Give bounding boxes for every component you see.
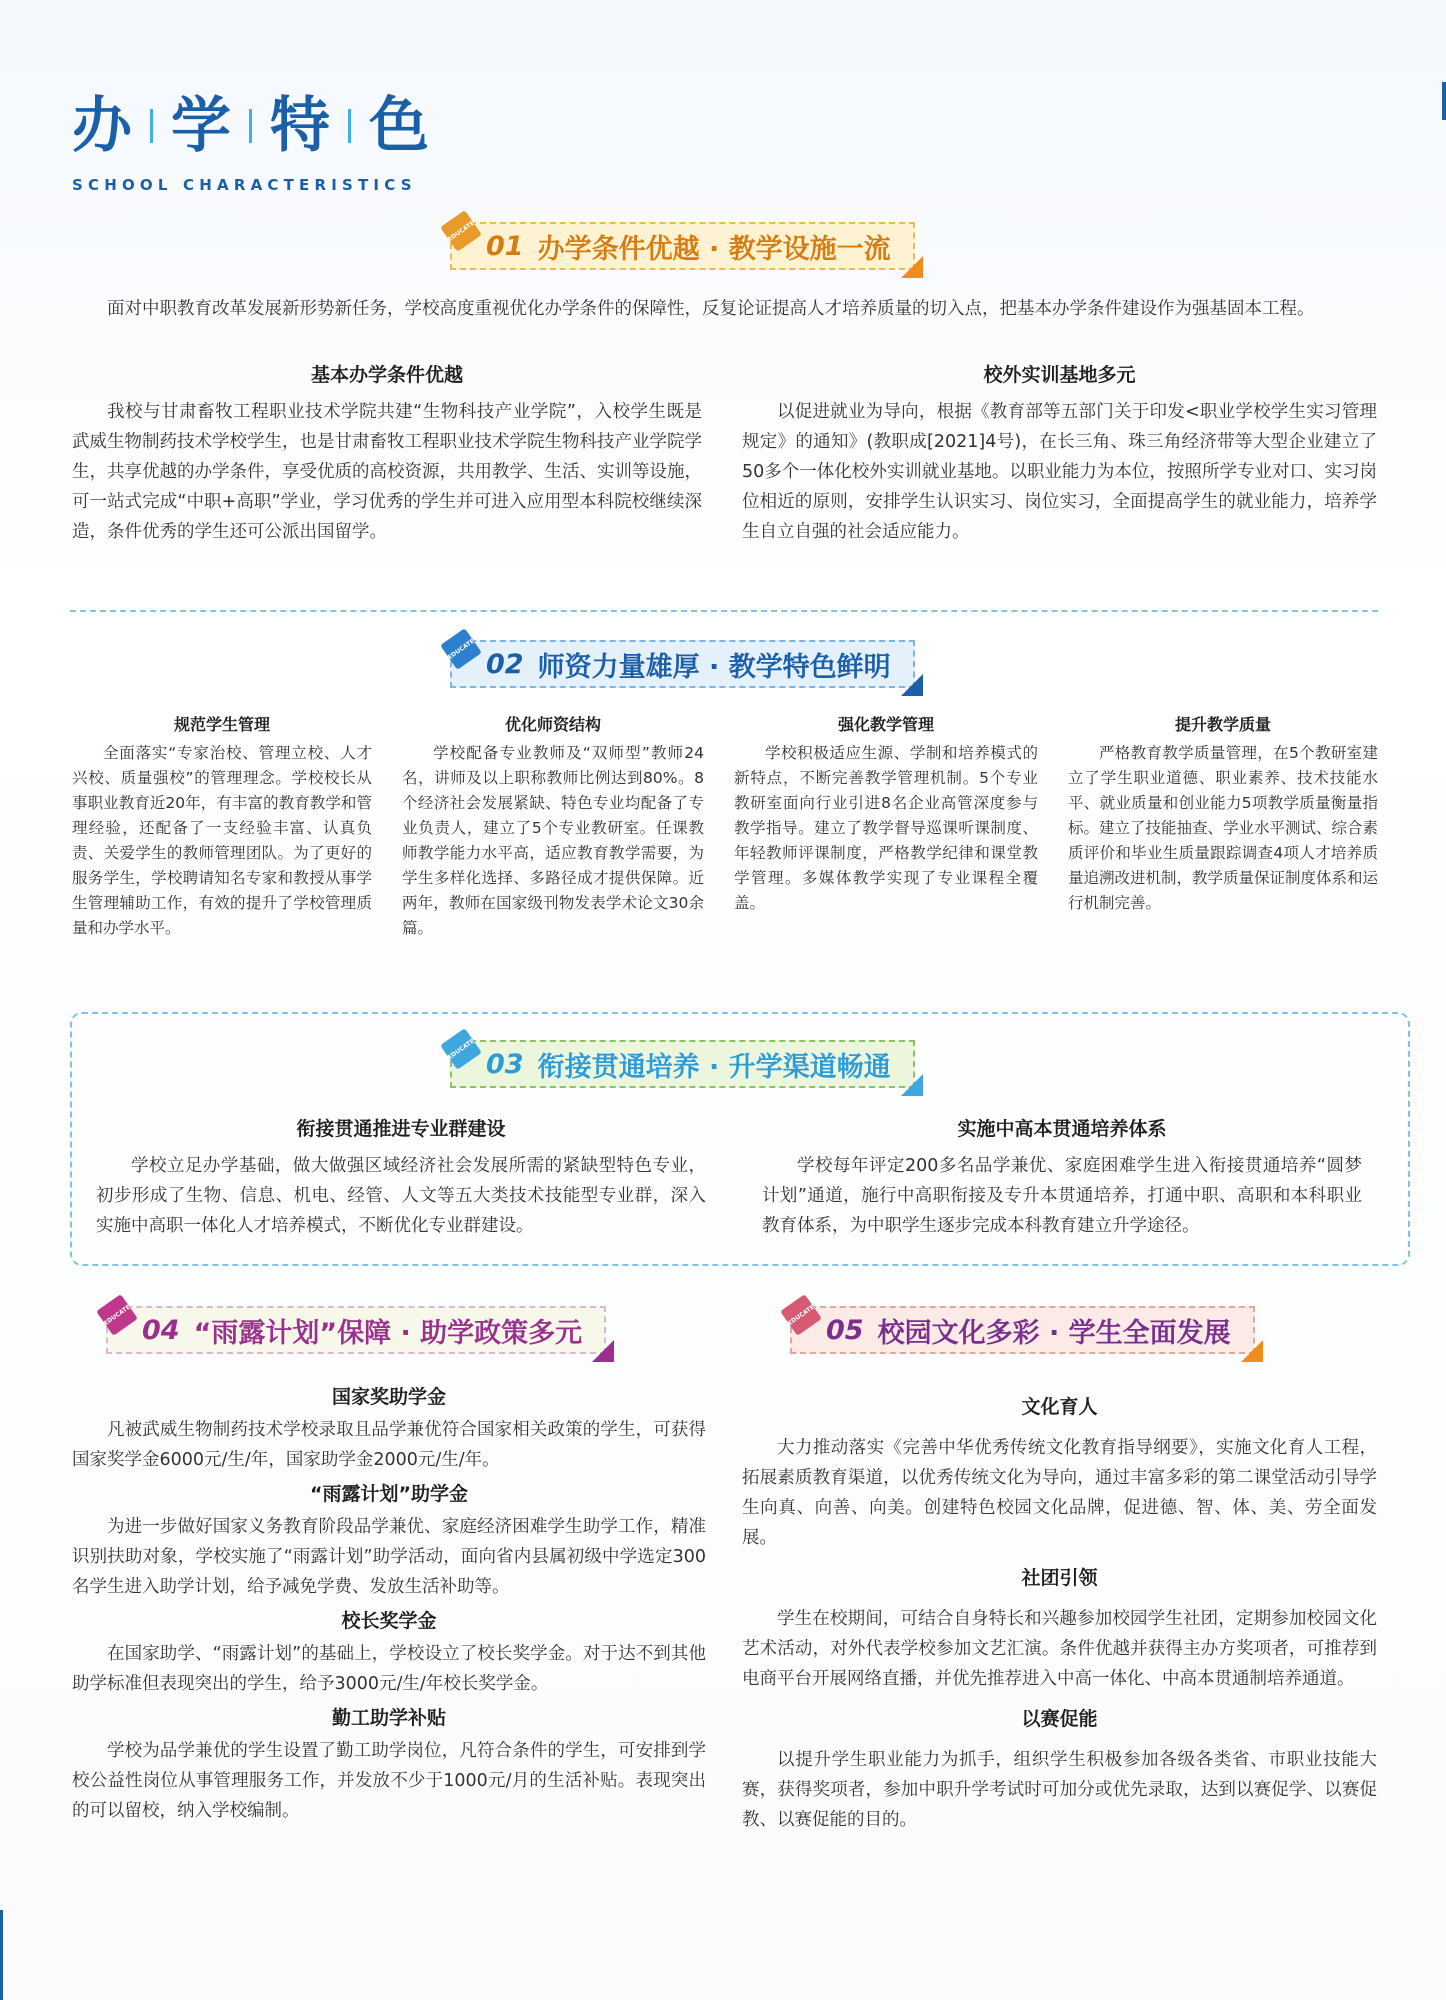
- column-text: 全面落实“专家治校、管理立校、人才兴校、质量强校”的管理理念。学校校长从事职业教育近20年，有丰富的教育教学和管理经验，还配备了一支经验丰富、认真负责、关爱学生的教师管理团队。为了更好的服务学生，学校聘请知名专家和教授从事学生管理辅助工作，有效的提升了学校管理质量和办学水平。: [72, 744, 372, 937]
- section3-right-column: [762, 1114, 1362, 1241]
- section2-column: [734, 712, 1038, 916]
- educate-badge: EDUCATE: [780, 1294, 822, 1336]
- section1-intro: [72, 296, 1374, 322]
- section-divider: [70, 610, 1378, 612]
- aid-heading: 国家奖助学金: [331, 1386, 446, 1408]
- culture-text: 学生在校期间，可结合自身特长和兴趣参加校园学生社团，定期参加校园文化艺术活动，对外代表学校参加文艺汇演。条件优越并获得主办方奖项者，可推荐到电商平台开展网络直播，并优先推荐进入中高一体化、中高本贯通制培养通道。: [742, 1609, 1377, 1689]
- section2-column: [402, 712, 704, 941]
- culture-heading: 以赛促能: [1021, 1708, 1098, 1730]
- column-text: 学校配备专业教师及“双师型”教师24名，讲师及以上职称教师比例达到80%。8个经济社会发展紧缺、特色专业均配备了专业负责人，建立了5个专业教研室。任课教师教学能力水平高，适应教育教学需要，为学生多样化选择、多路径成才提供保障。近两年，教师在国家级刊物发表学术论文30余篇。: [402, 744, 704, 937]
- page-edge-marker: [1442, 82, 1446, 120]
- title-char: 办: [72, 91, 132, 161]
- section-title: “雨露计划”保障 · 助学政策多元: [193, 1317, 583, 1349]
- title-char: 学: [171, 91, 231, 161]
- section-number: 03: [486, 1048, 524, 1080]
- aid-heading: “雨露计划”助学金: [310, 1483, 468, 1505]
- column-text: 以促进就业为导向，根据《教育部等五部门关于印发<职业学校学生实习管理规定》的通知》(教职成[2021]4号)，在长三角、珠三角经济带等大型企业建立了50多个一体化校外实训就业基地。以职业能力为本位，按照所学专业对口、实习岗位相近的原则，安排学生认识实习、岗位实习，全面提高学生的就业能力，培养学生自立自强的社会适应能力。: [742, 402, 1377, 542]
- corner-arrow-icon: [901, 674, 923, 696]
- corner-arrow-icon: [592, 1340, 614, 1362]
- culture-item: [742, 1563, 1377, 1694]
- section-title: 办学条件优越 · 教学设施一流: [537, 233, 891, 265]
- column-heading: 强化教学管理: [837, 715, 934, 734]
- section5-banner: [786, 1303, 1255, 1354]
- section2-column: [1068, 712, 1378, 916]
- column-text: 学校每年评定200多名品学兼优、家庭困难学生进入衔接贯通培养“圆梦计划”通道，施行中高职衔接及专升本贯通培养，打通中职、高职和本科职业教育体系，为中职学生逐步完成本科教育建立升学途径。: [762, 1156, 1362, 1236]
- educate-badge: EDUCATE: [440, 628, 482, 670]
- section1-banner: [446, 219, 915, 270]
- column-heading: 衔接贯通推进专业群建设: [296, 1118, 506, 1140]
- column-text: 学校立足办学基础，做大做强区域经济社会发展所需的紧缺型特色专业，初步形成了生物、信息、机电、经管、人文等五大类技术技能型专业群，深入实施中高职一体化人才培养模式，不断优化专业群建设。: [96, 1156, 706, 1236]
- section3-banner: [446, 1037, 915, 1088]
- title-separator: [150, 109, 153, 143]
- section4-content: [72, 1382, 706, 1826]
- section-number: 02: [486, 648, 524, 680]
- educate-badge: EDUCATE: [440, 1028, 482, 1070]
- column-heading: 校外实训基地多元: [983, 364, 1136, 386]
- section-number: 04: [142, 1314, 180, 1346]
- column-text: 严格教育教学质量管理，在5个教研室建立了学生职业道德、职业素养、技术技能水平、就业质量和创业能力5项教学质量衡量指标。建立了技能抽查、学业水平测试、综合素质评价和毕业生质量跟踪调查4项人才培养质量追溯改进机制，教学质量保证制度体系和运行机制完善。: [1068, 744, 1379, 912]
- section-title: 校园文化多彩 · 学生全面发展: [877, 1317, 1231, 1349]
- aid-item: [72, 1606, 706, 1699]
- section2-column: [72, 712, 372, 941]
- aid-text: 学校为品学兼优的学生设置了勤工助学岗位，凡符合条件的学生，可安排到学校公益性岗位从事管理服务工作，并发放不少于1000元/月的生活补贴。表现突出的可以留校，纳入学校编制。: [72, 1741, 706, 1821]
- corner-arrow-icon: [1241, 1340, 1263, 1362]
- page-header: [72, 91, 429, 194]
- culture-heading: 文化育人: [1021, 1396, 1098, 1418]
- page-subtitle: SCHOOL CHARACTERISTICS: [72, 176, 417, 194]
- title-separator: [348, 109, 351, 143]
- educate-badge: EDUCATE: [440, 210, 482, 252]
- culture-text: 以提升学生职业能力为抓手，组织学生积极参加各级各类省、市职业技能大赛，获得奖项者，参加中职升学考试时可加分或优先录取，达到以赛促学、以赛促教、以赛促能的目的。: [742, 1750, 1377, 1830]
- title-separator: [249, 109, 252, 143]
- corner-arrow-icon: [901, 256, 923, 278]
- section1-left-column: [72, 360, 702, 547]
- column-heading: 基本办学条件优越: [310, 364, 463, 386]
- corner-arrow-icon: [901, 1074, 923, 1096]
- page-title: [72, 91, 429, 161]
- column-text: 我校与甘肃畜牧工程职业技术学院共建“生物科技产业学院”，入校学生既是武威生物制药技术学校学生，也是甘肃畜牧工程职业技术学院生物科技产业学院学生，共享优越的办学条件，享受优质的高校资源，共用教学、生活、实训等设施，可一站式完成“中职+高职”学业，学习优秀的学生并可进入应用型本科院校继续深造，条件优秀的学生还可公派出国留学。: [72, 402, 702, 542]
- title-char: 特: [270, 91, 330, 161]
- section-number: 05: [826, 1314, 864, 1346]
- column-heading: 实施中高本贯通培养体系: [957, 1118, 1167, 1140]
- section-title: 衔接贯通培养 · 升学渠道畅通: [537, 1051, 891, 1083]
- aid-heading: 校长奖学金: [341, 1610, 437, 1632]
- intro-text: 面对中职教育改革发展新形势新任务，学校高度重视优化办学条件的保障性，反复论证提高人才培养质量的切入点，把基本办学条件建设作为强基固本工程。: [107, 299, 1315, 319]
- column-heading: 优化师资结构: [504, 715, 601, 734]
- aid-item: [72, 1703, 706, 1826]
- section4-banner: [102, 1303, 606, 1354]
- column-text: 学校积极适应生源、学制和培养模式的新特点，不断完善教学管理机制。5个专业教研室面向行业引进8名企业高管深度参与教学指导。建立了教学督导巡课听课制度、年轻教师评课制度，严格教学纪律和课堂教学管理。多媒体教学实现了专业课程全覆盖。: [734, 744, 1038, 912]
- aid-text: 在国家助学、“雨露计划”的基础上，学校设立了校长奖学金。对于达不到其他助学标准但表现突出的学生，给予3000元/生/年校长奖学金。: [72, 1644, 706, 1694]
- culture-item: [742, 1392, 1377, 1553]
- culture-item: [742, 1704, 1377, 1835]
- culture-heading: 社团引领: [1021, 1567, 1098, 1589]
- educate-badge: EDUCATE: [96, 1294, 138, 1336]
- column-heading: 提升教学质量: [1174, 715, 1271, 734]
- culture-text: 大力推动落实《完善中华优秀传统文化教育指导纲要》，实施文化育人工程，拓展素质教育渠道，以优秀传统文化为导向，通过丰富多彩的第二课堂活动引导学生向真、向善、向美。创建特色校园文化品牌，促进德、智、体、美、劳全面发展。: [742, 1438, 1377, 1548]
- aid-text: 凡被武威生物制药技术学校录取且品学兼优符合国家相关政策的学生，可获得国家奖学金6000元/生/年，国家助学金2000元/生/年。: [72, 1420, 706, 1470]
- section-number: 01: [486, 230, 524, 262]
- section-title: 师资力量雄厚 · 教学特色鲜明: [537, 651, 891, 683]
- title-char: 色: [369, 91, 429, 161]
- aid-heading: 勤工助学补贴: [331, 1707, 446, 1729]
- page-edge-marker-left: [0, 1910, 3, 2000]
- aid-item: [72, 1382, 706, 1475]
- column-heading: 规范学生管理: [173, 715, 270, 734]
- section1-right-column: [742, 360, 1377, 547]
- section5-content: [742, 1392, 1377, 1835]
- aid-item: [72, 1479, 706, 1602]
- section3-left-column: [96, 1114, 706, 1241]
- aid-text: 为进一步做好国家义务教育阶段品学兼优、家庭经济困难学生助学工作，精准识别扶助对象，学校实施了“雨露计划”助学活动，面向省内县属初级中学选定300名学生进入助学计划，给予减免学费、发放生活补助等。: [72, 1517, 706, 1597]
- section2-banner: [446, 637, 915, 688]
